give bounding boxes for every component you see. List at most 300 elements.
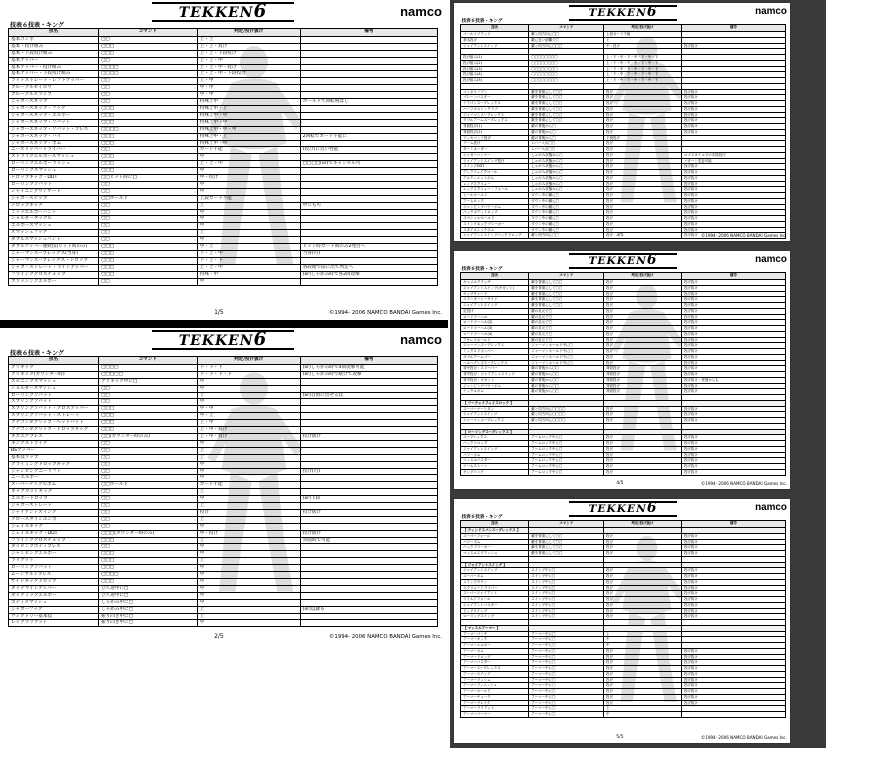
move-name-cell: 背中投げ・ギガント (461, 377, 529, 383)
notes-cell: 投げ抜け (681, 124, 785, 130)
hit-level-cell: 中・投げ (603, 43, 681, 49)
notes-cell: 投げ抜け (681, 337, 785, 343)
hit-level-cell: 上 (197, 230, 300, 237)
move-name-cell: パワーボム (461, 452, 529, 458)
namco-logo: namco (755, 502, 787, 514)
table-row (9, 620, 438, 627)
document-page-1 (0, 0, 446, 320)
move-name-cell: ナックルボム (461, 389, 529, 395)
table-row (9, 50, 438, 57)
command-cell: 敵を背面にして□□ (529, 533, 604, 539)
hit-level-cell: 上・上・中 (197, 161, 300, 168)
command-cell: 振り向き中に□ (99, 613, 198, 620)
hit-level-cell: 背面投げ (603, 389, 681, 395)
table-row (9, 475, 438, 482)
move-name-cell: ジャーマンスープレックス(当身) (9, 251, 99, 258)
notes-cell: 投げ抜け (681, 112, 785, 118)
page-number: 5/5 (616, 734, 624, 740)
table-row (9, 413, 438, 420)
notes-cell: 投げ抜け (681, 533, 785, 539)
notes-cell: 当身(可) (300, 251, 437, 258)
move-name-cell: ダイビングボディプレス (9, 544, 99, 551)
notes-cell (300, 92, 437, 99)
hit-level-cell: 上・上・中・下段投げ (197, 71, 300, 78)
table-row (9, 440, 438, 447)
header-hit-level: 判定/投げ抜け (197, 29, 300, 37)
logo-title: TEKKEN (588, 501, 647, 515)
command-cell: 敵に近い距離で□ (529, 37, 604, 43)
hit-level-cell: 投げ (603, 170, 681, 176)
hit-level-cell: 上段ガード不能 (603, 32, 681, 38)
hit-level-cell: 中・上 (197, 413, 300, 420)
hit-level-cell: 上 (603, 37, 681, 43)
table-row (9, 244, 438, 251)
move-name-cell: 基本アッパー (9, 57, 99, 64)
notes-cell (300, 257, 437, 264)
command-cell: 敵を背面にして□□ (529, 95, 604, 101)
command-cell: 敵の背後から□ (529, 124, 604, 130)
move-name-cell: アーマーチョーク (461, 694, 529, 700)
notes-cell (300, 50, 437, 57)
hit-level-cell: 投げ (603, 579, 681, 585)
move-name-cell: スプリングソバット・クロスアッパー (9, 406, 99, 413)
table-row (9, 364, 438, 371)
command-cell: 敵の背後から□□ (529, 383, 604, 389)
notes-cell: 投げ抜け (681, 320, 785, 326)
move-name-cell: 投げ組み(4) (461, 72, 529, 78)
logo-title: TEKKEN (588, 5, 647, 19)
command-cell: □□ホールド (99, 482, 198, 489)
header-move-name: 技名 (461, 25, 529, 32)
hit-level-cell: 上・中 (197, 78, 300, 85)
move-name-cell: ジャガースネップ・ソバット・プレス (9, 126, 99, 133)
notes-cell (300, 223, 437, 230)
hit-level-cell: 中 (197, 468, 300, 475)
header-move-name: 技名 (461, 273, 529, 280)
namco-logo: namco (755, 6, 787, 18)
notes-cell (300, 565, 437, 572)
hit-level-cell: 投げ (603, 469, 681, 475)
notes-cell (300, 579, 437, 586)
notes-cell (300, 585, 437, 592)
hit-level-cell: 下段投げ (603, 135, 681, 141)
hit-level-cell: 投げ (603, 216, 681, 222)
hit-level-cell: 投げ (197, 509, 300, 516)
notes-cell (300, 112, 437, 119)
move-name-cell: エルボースマッシュ (9, 223, 99, 230)
notes-cell (300, 78, 437, 85)
table-row (9, 216, 438, 223)
command-cell: アーマー中に□ (529, 689, 604, 695)
table-row (9, 99, 438, 106)
notes-cell: 投げ抜け (681, 164, 785, 170)
command-cell: □□ (99, 216, 198, 223)
move-name-cell: ジャガーストレート (9, 503, 99, 510)
copyright-notice: ©1994- 2006 NAMCO BANDAI Games Inc. (701, 734, 787, 740)
table-row (9, 551, 438, 558)
command-cell: □□ (99, 475, 198, 482)
command-cell: □□□□ (99, 71, 198, 78)
command-cell: □□ (99, 92, 198, 99)
hit-level-cell: 上 (197, 613, 300, 620)
hit-level-cell: 投げ (603, 660, 681, 666)
hit-level-cell: 中 (197, 168, 300, 175)
notes-cell: □□□□(or)でキャンセル可 (300, 161, 437, 168)
notes-cell (300, 237, 437, 244)
notes-cell (300, 188, 437, 195)
notes-cell (300, 454, 437, 461)
notes-cell (300, 140, 437, 147)
command-cell: □□ (99, 188, 198, 195)
notes-cell: 投げ抜け (681, 314, 785, 320)
command-cell: 敵を背面にして□□ (529, 89, 604, 95)
logo-number: 6 (253, 329, 268, 350)
move-name-cell: ジャガーハンマー (461, 152, 529, 158)
logo-number: 6 (253, 1, 268, 22)
table-row (9, 223, 438, 230)
move-name-cell: ジャガースネップ・エルボー (9, 112, 99, 119)
notes-cell: 投げ抜け (681, 585, 785, 591)
header-notes: 備考 (681, 521, 785, 528)
hit-level-cell: 上・上・中・投げ (197, 64, 300, 71)
command-cell: ダウン中の敵に□ (529, 210, 604, 216)
table-header-row (9, 357, 438, 365)
move-name-cell: ミックスドボンバー (461, 349, 529, 355)
notes-cell (300, 378, 437, 385)
move-name-cell: スクリュードライバー (461, 585, 529, 591)
table-row (9, 257, 438, 264)
command-cell: □□ (99, 544, 198, 551)
move-name-cell: ジャイアントスイング (461, 43, 529, 49)
command-cell: アーマー中に□ (529, 648, 604, 654)
notes-cell: 投げ抜け (681, 372, 785, 378)
table-row (9, 454, 438, 461)
table-row (9, 147, 438, 154)
table-row (9, 181, 438, 188)
command-cell: □□ (99, 202, 198, 209)
hit-level-cell: 上 (197, 202, 300, 209)
move-name-cell: 投げ組み(2) (461, 60, 529, 66)
command-cell: ダウン中の敵に□ (529, 227, 604, 233)
hit-level-cell: 中 (197, 572, 300, 579)
hit-level-cell: 上・中・投げ (197, 427, 300, 434)
command-cell: □□ヒット時に□ (99, 175, 198, 182)
table-row (461, 712, 786, 718)
command-cell: 敵を背面にして□□ (529, 545, 604, 551)
header-hit-level: 判定/投げ抜け (603, 273, 681, 280)
notes-cell: 投げ抜け (681, 677, 785, 683)
notes-cell: 投げ抜け (681, 354, 785, 360)
hit-level-cell: 上・下・中・下・中・下・中・下 (603, 66, 681, 72)
hit-level-cell: 投げ (603, 458, 681, 464)
table-row (9, 57, 438, 64)
move-name-cell: スタイルシックボム (461, 227, 529, 233)
notes-cell: 投げ抜け (681, 539, 785, 545)
hit-level-cell: 投げ (603, 677, 681, 683)
move-name-cell: ドロップキック (9, 202, 99, 209)
page-subtitle: 技表６技表・キング (461, 19, 503, 25)
move-name-cell: アリキック(カウンター時) (9, 371, 99, 378)
table-row (9, 530, 438, 537)
notes-cell: 投げ抜け (681, 181, 785, 187)
hit-level-cell: 中 (197, 461, 300, 468)
command-cell: □□□□□□□□ (529, 66, 604, 72)
notes-cell (681, 712, 785, 718)
command-cell: 振り向き中に□ (99, 620, 198, 627)
hit-level-cell: 上 (197, 447, 300, 454)
table-row (9, 140, 438, 147)
table-row (9, 112, 438, 119)
notes-cell (300, 482, 437, 489)
hit-level-cell: 背面投げ (603, 372, 681, 378)
move-name-cell: ジェイルキック・DDT (9, 530, 99, 537)
command-cell: 敵を背面にして□□ (529, 118, 604, 124)
table-row (9, 371, 438, 378)
logo-number: 6 (646, 499, 658, 516)
move-name-cell: 基本投げ (461, 37, 529, 43)
command-cell: □□ (99, 278, 198, 285)
hit-level-cell: 投げ (603, 700, 681, 706)
table-row (9, 251, 438, 258)
notes-cell: 投げ抜け (681, 291, 785, 297)
command-cell: □□□□□□□□ (529, 55, 604, 61)
table-row (9, 264, 438, 271)
move-name-cell: ワイルドフォール (461, 597, 529, 603)
notes-cell (300, 230, 437, 237)
move-name-cell: スペシャルホールド (461, 216, 529, 222)
move-name-cell: 【 ツーウェイフェイスロック 】 (461, 400, 529, 406)
hit-level-cell: 上 (197, 489, 300, 496)
notes-cell: 投げ抜け (681, 614, 785, 620)
move-name-cell: アーマーホールド (461, 689, 529, 695)
command-cell: □□ (99, 447, 198, 454)
header-notes: 備考 (681, 25, 785, 32)
table-row (9, 427, 438, 434)
move-name-cell: クライミングドロップキック (9, 461, 99, 468)
notes-cell: 投げ抜け (681, 383, 785, 389)
table-row (9, 154, 438, 161)
tekken-6-logo (569, 253, 677, 269)
table-header-row (461, 273, 786, 280)
notes-cell (300, 195, 437, 202)
hit-level-cell: 中 (197, 551, 300, 558)
header-hit-level: 判定/投げ抜け (603, 521, 681, 528)
move-list-table (8, 356, 438, 627)
command-cell: □□ (99, 85, 198, 92)
hit-level-cell: 上・上・下段投げ (197, 50, 300, 57)
hit-level-cell: 上・下・中・下・中・下・中・下 (603, 60, 681, 66)
table-row (9, 209, 438, 216)
notes-cell: 投げ抜け (681, 170, 785, 176)
move-name-cell: キャメルクラッチ (461, 280, 529, 286)
hit-level-cell: 投げ (603, 204, 681, 210)
notes-cell: 投げ抜け (681, 221, 785, 227)
command-cell: ダウン中の敵に□ (529, 198, 604, 204)
notes-cell (300, 592, 437, 599)
command-cell: アリキック中に□ (99, 378, 198, 385)
hit-level-cell: 中・中 (197, 85, 300, 92)
hit-level-cell: 下・上・下 (197, 257, 300, 264)
hit-level-cell: 投げ (603, 597, 681, 603)
hit-level-cell: 投げ (603, 112, 681, 118)
notes-cell (300, 181, 437, 188)
command-cell: 立ち途中に□ (99, 592, 198, 599)
namco-logo: namco (755, 254, 787, 266)
command-cell: しゃがみ状態から□ (529, 158, 604, 164)
move-name-cell: ジャンピングニーリフト (9, 468, 99, 475)
table-row (9, 433, 438, 440)
move-list-table (460, 520, 786, 718)
hit-level-cell: 投げ (603, 648, 681, 654)
table-row (9, 230, 438, 237)
move-name-cell: ショルダースマッシュ (9, 385, 99, 392)
hit-level-cell: 中・中 (197, 406, 300, 413)
hit-level-cell: 特殊上中・中 (197, 119, 300, 126)
command-cell: 敵の足元で□ (529, 314, 604, 320)
move-name-cell: スーパーボム (461, 574, 529, 580)
notes-cell (300, 447, 437, 454)
hit-level-cell: 投げ (603, 308, 681, 314)
move-name-cell: ダイナミックエルボー (9, 592, 99, 599)
header-notes: 備考 (681, 273, 785, 280)
move-name-cell: ダブルアームスープレックス (461, 118, 529, 124)
notes-cell (300, 64, 437, 71)
hit-level-cell: 中 (197, 620, 300, 627)
notes-cell: ヒット時ガード時のみ2発目へ (300, 244, 437, 251)
move-name-cell: アキレスホールド (461, 337, 529, 343)
hit-level-cell: 投げ (603, 227, 681, 233)
move-name-cell: ブレーンバスター (461, 95, 529, 101)
command-cell: 敵の背後から□ (529, 129, 604, 135)
notes-cell: 投げ抜け (681, 118, 785, 124)
move-name-cell: アーム投げ (461, 141, 529, 147)
command-cell: ジャーマンホールド中に□ (529, 360, 604, 366)
command-cell: □□□ (99, 105, 198, 112)
command-cell: 敵を背面にして□□ (529, 551, 604, 557)
move-name-cell: スーパーフォール (461, 533, 529, 539)
command-cell: 敵を背面にして□□ (529, 297, 604, 303)
notes-cell (300, 420, 437, 427)
command-cell: 敵と同方向に□□□□ (529, 418, 604, 424)
move-name-cell: ボディスマッシュ (9, 599, 99, 606)
document-page-4 (453, 250, 791, 490)
table-row (9, 133, 438, 140)
notes-cell (300, 85, 437, 92)
table-row (9, 378, 438, 385)
notes-cell: (or)自由に出せる技 (300, 392, 437, 399)
hit-level-cell: 投げ (603, 446, 681, 452)
hit-level-cell: 投げ (603, 221, 681, 227)
move-name-cell: ジャガースネップ・ハイ (9, 133, 99, 140)
command-cell: スイング中に□ (529, 568, 604, 574)
move-name-cell: ミッドエルボーハント (9, 209, 99, 216)
table-row (9, 420, 438, 427)
hit-level-cell: 背面投げ (603, 366, 681, 372)
notes-cell: 投げ抜け (681, 452, 785, 458)
move-name-cell: 【 ローリングスープレックス 】 (461, 429, 529, 435)
command-cell: □□ (99, 516, 198, 523)
move-name-cell: ジャイアントスイング投げ (461, 158, 529, 164)
logo-title: TEKKEN (588, 253, 647, 267)
tekken-6-logo (569, 5, 677, 21)
hit-level-cell: 中 (197, 579, 300, 586)
move-name-cell: アーマースイング (461, 671, 529, 677)
command-cell: しゃがみ中に□ (99, 599, 198, 606)
hit-level-cell: 投げ (603, 683, 681, 689)
command-cell: □□□ (99, 406, 198, 413)
notes-cell: 投げ抜け (681, 280, 785, 286)
notes-cell: 各段階で前に出て判定へ (300, 264, 437, 271)
command-cell: □□□ (99, 119, 198, 126)
move-list-table (8, 28, 438, 286)
command-cell: 敵を背面にして□□ (529, 539, 604, 545)
command-cell: □□ (99, 440, 198, 447)
hit-level-cell: 投げ (603, 694, 681, 700)
command-cell: スイング中に□ (529, 608, 604, 614)
table-row (9, 399, 438, 406)
notes-cell (300, 43, 437, 50)
tekken-6-logo (152, 2, 295, 22)
command-cell: レバー入れ□□ (529, 141, 604, 147)
hit-level-cell: 上・下・中・下・中・下・中・下 (603, 72, 681, 78)
move-name-cell: ジャガーフック (9, 606, 99, 613)
notes-cell (300, 523, 437, 530)
notes-cell: 投げ抜け (681, 175, 785, 181)
move-name-cell: ムーンサルトプレス (9, 572, 99, 579)
hit-level-cell: 中 (197, 523, 300, 530)
move-name-cell: 投げ組み(1) (461, 55, 529, 61)
notes-cell (300, 489, 437, 496)
logo-title: TEKKEN (178, 5, 254, 21)
hit-level-cell: 特殊上中 (197, 99, 300, 106)
move-name-cell: ダイナマイトアッパー (9, 585, 99, 592)
move-name-cell: スピニングスマッシュ (9, 378, 99, 385)
hit-level-cell: 投げ (603, 285, 681, 291)
page-number: 4/5 (616, 480, 624, 486)
hit-level-cell: 特殊上中・中 (197, 112, 300, 119)
notes-cell: 投げ抜け (681, 233, 785, 239)
notes-cell: 投げ抜け (681, 331, 785, 337)
notes-cell (300, 620, 437, 627)
notes-cell: 投げ抜け (681, 349, 785, 355)
hit-level-cell: 上 (197, 558, 300, 565)
move-name-cell: バックドロップ (461, 441, 529, 447)
command-cell: □□□ (99, 251, 198, 258)
hit-level-cell: 上 (197, 537, 300, 544)
header-command: コマンド (529, 273, 604, 280)
table-row (9, 489, 438, 496)
hit-level-cell: 上 (603, 631, 681, 637)
hit-level-cell: 投げ (603, 614, 681, 620)
move-name-cell: スプリングソバット・ストレート (9, 413, 99, 420)
command-cell: □□ (99, 147, 198, 154)
move-name-cell: ライトストレート・レフトアッパー (9, 78, 99, 85)
hit-level-cell: 中 (197, 378, 300, 385)
hit-level-cell: 投げ (603, 147, 681, 153)
notes-cell: パターン変更可能 (681, 158, 785, 164)
move-name-cell: ジャーマンスープレックス (461, 418, 529, 424)
move-name-cell: ラリアット (9, 558, 99, 565)
hit-level-cell: 投げ (603, 320, 681, 326)
table-row (9, 565, 438, 572)
hit-level-cell: 投げ (603, 326, 681, 332)
table-row (9, 544, 438, 551)
move-name-cell: ダブルアームバー (461, 354, 529, 360)
hit-level-cell: 中・中 (197, 92, 300, 99)
hit-level-cell: 中・投げ (197, 175, 300, 182)
command-cell: □□□ (99, 427, 198, 434)
command-cell: しゃがみ中に□ (99, 606, 198, 613)
